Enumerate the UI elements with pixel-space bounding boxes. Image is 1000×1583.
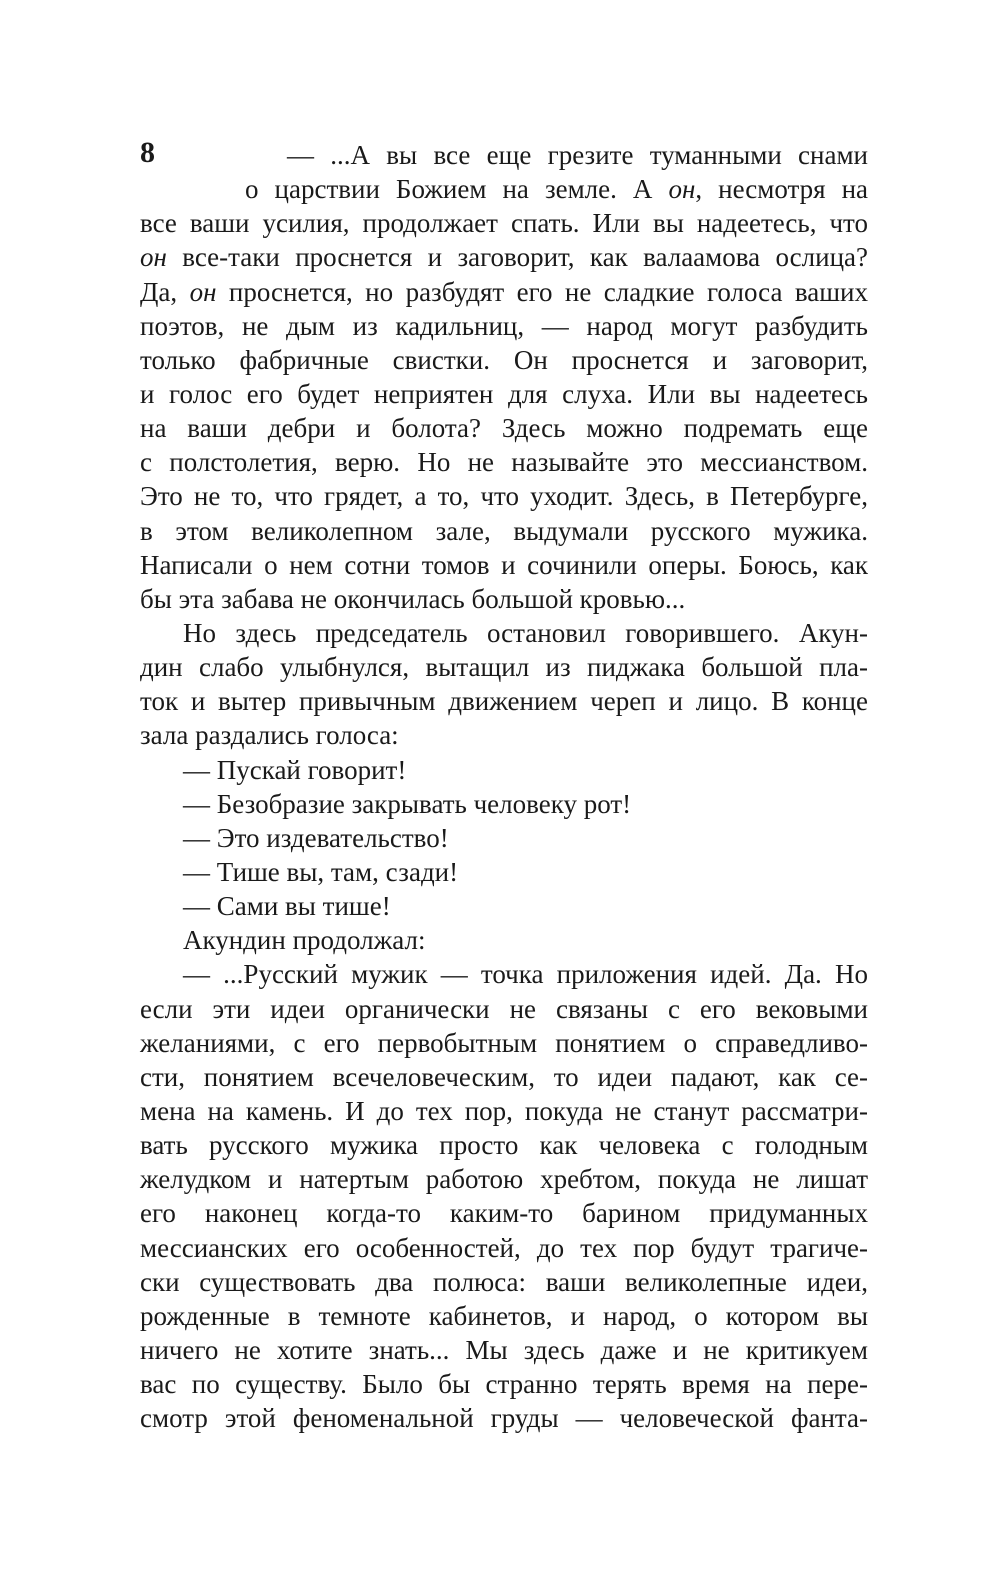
dialogue-line: — Сами вы тише! [183, 891, 391, 922]
text-line: ничего не хотите знать... Мы здесь даже и не критикуем [140, 1334, 868, 1365]
text-line: все ваши усилия, продолжает спать. Или вы надеетесь, что [140, 208, 868, 239]
text-line: только фабричные свистки. Он проснется и заговорит, [140, 344, 868, 375]
text-line: — ...А вы все еще грезите туманными снами [287, 140, 868, 170]
italic-word: он [140, 242, 167, 273]
dialogue-line: — Это издевательство! [183, 822, 449, 853]
page-number: 8 [140, 136, 155, 169]
italic-word: он [189, 276, 217, 307]
text-segment: о царствии Божием на земле. А [245, 174, 669, 205]
text-line: вас по существу. Было бы странно терять время на пере- [140, 1369, 868, 1400]
text-segment: все-таки проснется и заговорит, как валаамова ослица? [166, 242, 868, 273]
text-line: если эти идеи органически не связаны с его вековыми [140, 993, 868, 1024]
text-line: смотр этой феноменальной груды — человеческой фанта- [140, 1403, 868, 1434]
text-line [140, 240, 868, 274]
text-line: бы эта забава не окончилась большой кровью... [140, 583, 686, 614]
text-line: Акундин продолжал: [183, 925, 426, 956]
body-text [140, 138, 868, 1435]
text-segment: , несмотря на [695, 174, 868, 205]
text-line: дин слабо улыбнулся, вытащил из пиджака большой пла- [140, 652, 868, 683]
text-line: поэтов, не дым из кадильниц, — народ могут разбудить [140, 310, 868, 341]
text-line: его наконец когда-то каким-то барином придуманных [140, 1198, 868, 1229]
text-line: ски существовать два полюса: ваши великолепные идеи, [140, 1266, 868, 1297]
text-line: вать русского мужика просто как человека с голодным [140, 1130, 868, 1161]
text-line: зала раздались голоса: [140, 720, 399, 751]
text-line: в этом великолепном зале, выдумали русского мужика. [140, 515, 868, 546]
text-line: с полстолетия, верю. Но не называйте это мессианством. [140, 447, 868, 478]
text-line [140, 275, 868, 309]
text-segment: Да, [140, 276, 190, 307]
text-line: и голос его будет неприятен для слуха. Или вы надеетесь [140, 378, 868, 409]
dialogue-line: — Тише вы, там, сзади! [183, 856, 459, 887]
dialogue-line: — Пускай говорит! [183, 754, 407, 785]
text-line: — ...Русский мужик — точка приложения идей. Да. Но [183, 959, 868, 990]
text-line: на ваши дебри и болота? Здесь можно подремать еще [140, 413, 868, 444]
text-line: мена на камень. И до тех пор, покуда не станут рассматри- [140, 1095, 868, 1126]
italic-word: он [668, 174, 696, 205]
text-line: сти, понятием всечеловеческим, то идеи падают, как се- [140, 1061, 868, 1092]
text-line: мессианских его особенностей, до тех пор будут трагиче- [140, 1232, 868, 1263]
text-line: ток и вытер привычным движением череп и лицо. В конце [140, 686, 868, 717]
text-segment: проснется, но разбудят его не сладкие голоса ваших [216, 276, 868, 307]
text-line: желаниями, с его первобытным понятием о справедливо- [140, 1027, 868, 1058]
text-line: Написали о нем сотни томов и сочинили оперы. Боюсь, как [140, 549, 868, 580]
text-line: желудком и натертым работою хребтом, покуда не лишат [140, 1164, 868, 1195]
text-line [140, 172, 868, 206]
text-line: рожденные в темноте кабинетов, и народ, о котором вы [140, 1300, 868, 1331]
text-line: Это не то, что грядет, а то, что уходит. Здесь, в Петербурге, [140, 481, 868, 512]
dialogue-line: — Безобразие закрывать человеку рот! [183, 788, 632, 819]
text-line: Но здесь председатель остановил говорившего. Акун- [183, 617, 868, 648]
